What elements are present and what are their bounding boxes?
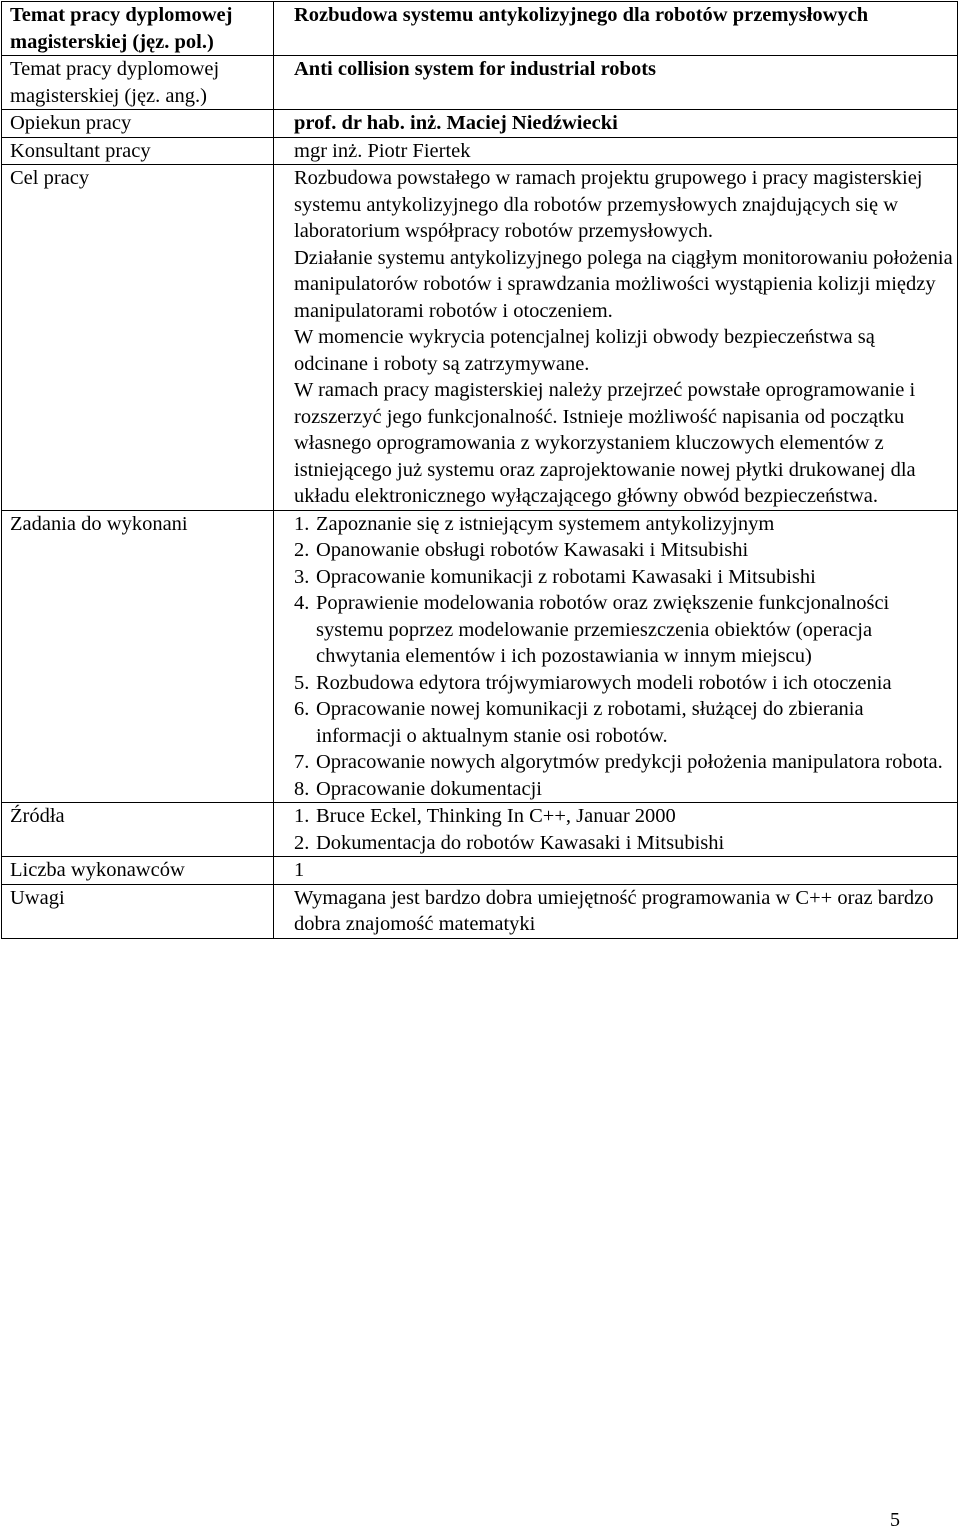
label-title-en: Temat pracy dyplomowej magisterskiej (jęz. ang.): [2, 56, 274, 110]
row-notes: [2, 884, 958, 938]
source-item: [294, 803, 953, 830]
task-number: 1.: [294, 512, 310, 535]
row-supervisor: [2, 110, 958, 138]
label-sources: Źródła: [2, 803, 274, 857]
value-goal: [274, 165, 958, 511]
task-item: [294, 749, 953, 776]
tasks-list: [294, 511, 953, 803]
value-notes: Wymagana jest bardzo dobra umiejętność programowania w C++ oraz bardzo dobra znajomość matematyki: [274, 884, 958, 938]
goal-paragraph: Działanie systemu antykolizyjnego polega na ciągłym monitorowaniu położenia manipulatorów robotów i sprawdzania możliwości wystąpienia kolizji między manipulatorami robotów i otoczeniem.: [294, 246, 953, 322]
label-goal: Cel pracy: [2, 165, 274, 511]
task-number: 7.: [294, 751, 310, 773]
value-title-en: Anti collision system for industrial robots: [274, 56, 958, 110]
source-number: 2.: [294, 831, 310, 854]
goal-paragraph: W ramach pracy magisterskiej należy przejrzeć powstałe oprogramowanie i rozszerzyć jego funkcjonalność. Istnieje możliwość napisania od początku własnego oprogramowania z wykorzystaniem kluczowych elementów z istniejącego już systemu oraz zaprojektowanie nowej płytki drukowanej dla układu elektronicznego wyłączającego główny obwód bezpieczeństwa.: [294, 379, 916, 507]
source-text: Bruce Eckel, Thinking In C++, Januar 2000: [316, 805, 676, 827]
row-sources: [2, 803, 958, 857]
task-text: Poprawienie modelowania robotów oraz zwiększenie funkcjonalności systemu poprzez modelowanie przemieszczenia obiektów (operacja chwytania elementów i ich pozostawiania w innym miejscu): [316, 592, 890, 667]
task-number: 3.: [294, 565, 310, 588]
source-item: [294, 830, 953, 857]
label-performers: Liczba wykonawców: [2, 857, 274, 885]
value-title-pl: Rozbudowa systemu antykolizyjnego dla robotów przemysłowych: [274, 2, 958, 56]
task-item: [294, 696, 953, 749]
value-sources: [274, 803, 958, 857]
value-tasks: [274, 510, 958, 803]
task-number: 2.: [294, 539, 310, 561]
value-performers: 1: [274, 857, 958, 885]
row-title-en: [2, 56, 958, 110]
task-number: 8.: [294, 777, 310, 800]
task-text: Rozbudowa edytora trójwymiarowych modeli robotów i ich otoczenia: [316, 671, 892, 694]
label-supervisor: Opiekun pracy: [2, 110, 274, 138]
value-consultant: mgr inż. Piotr Fiertek: [274, 137, 958, 165]
task-number: 6.: [294, 698, 310, 720]
task-item: [294, 537, 953, 564]
page-number: 5: [890, 1509, 900, 1531]
goal-paragraph: Rozbudowa powstałego w ramach projektu grupowego i pracy magisterskiej systemu antykolizyjnego dla robotów przemysłowych znajdujących się w laboratorium współpracy robotów przemysłowych.: [294, 167, 923, 242]
source-text: Dokumentacja do robotów Kawasaki i Mitsubishi: [316, 831, 725, 854]
task-text: Opracowanie komunikacji z robotami Kawasaki i Mitsubishi: [316, 565, 816, 588]
task-item: [294, 670, 953, 697]
source-number: 1.: [294, 805, 310, 827]
label-title-pl: Temat pracy dyplomowej magisterskiej (jęz. pol.): [2, 2, 274, 56]
value-supervisor: prof. dr hab. inż. Maciej Niedźwiecki: [274, 110, 958, 138]
task-text: Opanowanie obsługi robotów Kawasaki i Mitsubishi: [316, 539, 749, 561]
thesis-topic-table: [1, 1, 958, 939]
task-item: [294, 511, 953, 538]
task-item: [294, 590, 953, 670]
row-performers: [2, 857, 958, 885]
label-notes: Uwagi: [2, 884, 274, 938]
task-number: 5.: [294, 671, 310, 694]
row-tasks: [2, 510, 958, 803]
task-text: Opracowanie nowej komunikacji z robotami, służącej do zbierania informacji o aktualnym stanie osi robotów.: [316, 698, 864, 747]
task-item: [294, 776, 953, 803]
sources-list: [294, 803, 953, 856]
task-text: Zapoznanie się z istniejącym systemem antykolizyjnym: [316, 512, 775, 535]
goal-paragraph: W momencie wykrycia potencjalnej kolizji obwody bezpieczeństwa są odcinane i roboty są zatrzymywane.: [294, 326, 875, 375]
task-item: [294, 564, 953, 591]
task-number: 4.: [294, 592, 310, 614]
row-goal: [2, 165, 958, 511]
task-text: Opracowanie nowych algorytmów predykcji położenia manipulatora robota.: [316, 751, 943, 773]
row-consultant: [2, 137, 958, 165]
task-text: Opracowanie dokumentacji: [316, 777, 542, 800]
row-title-pl: [2, 2, 958, 56]
label-consultant: Konsultant pracy: [2, 137, 274, 165]
label-tasks: Zadania do wykonani: [2, 510, 274, 803]
